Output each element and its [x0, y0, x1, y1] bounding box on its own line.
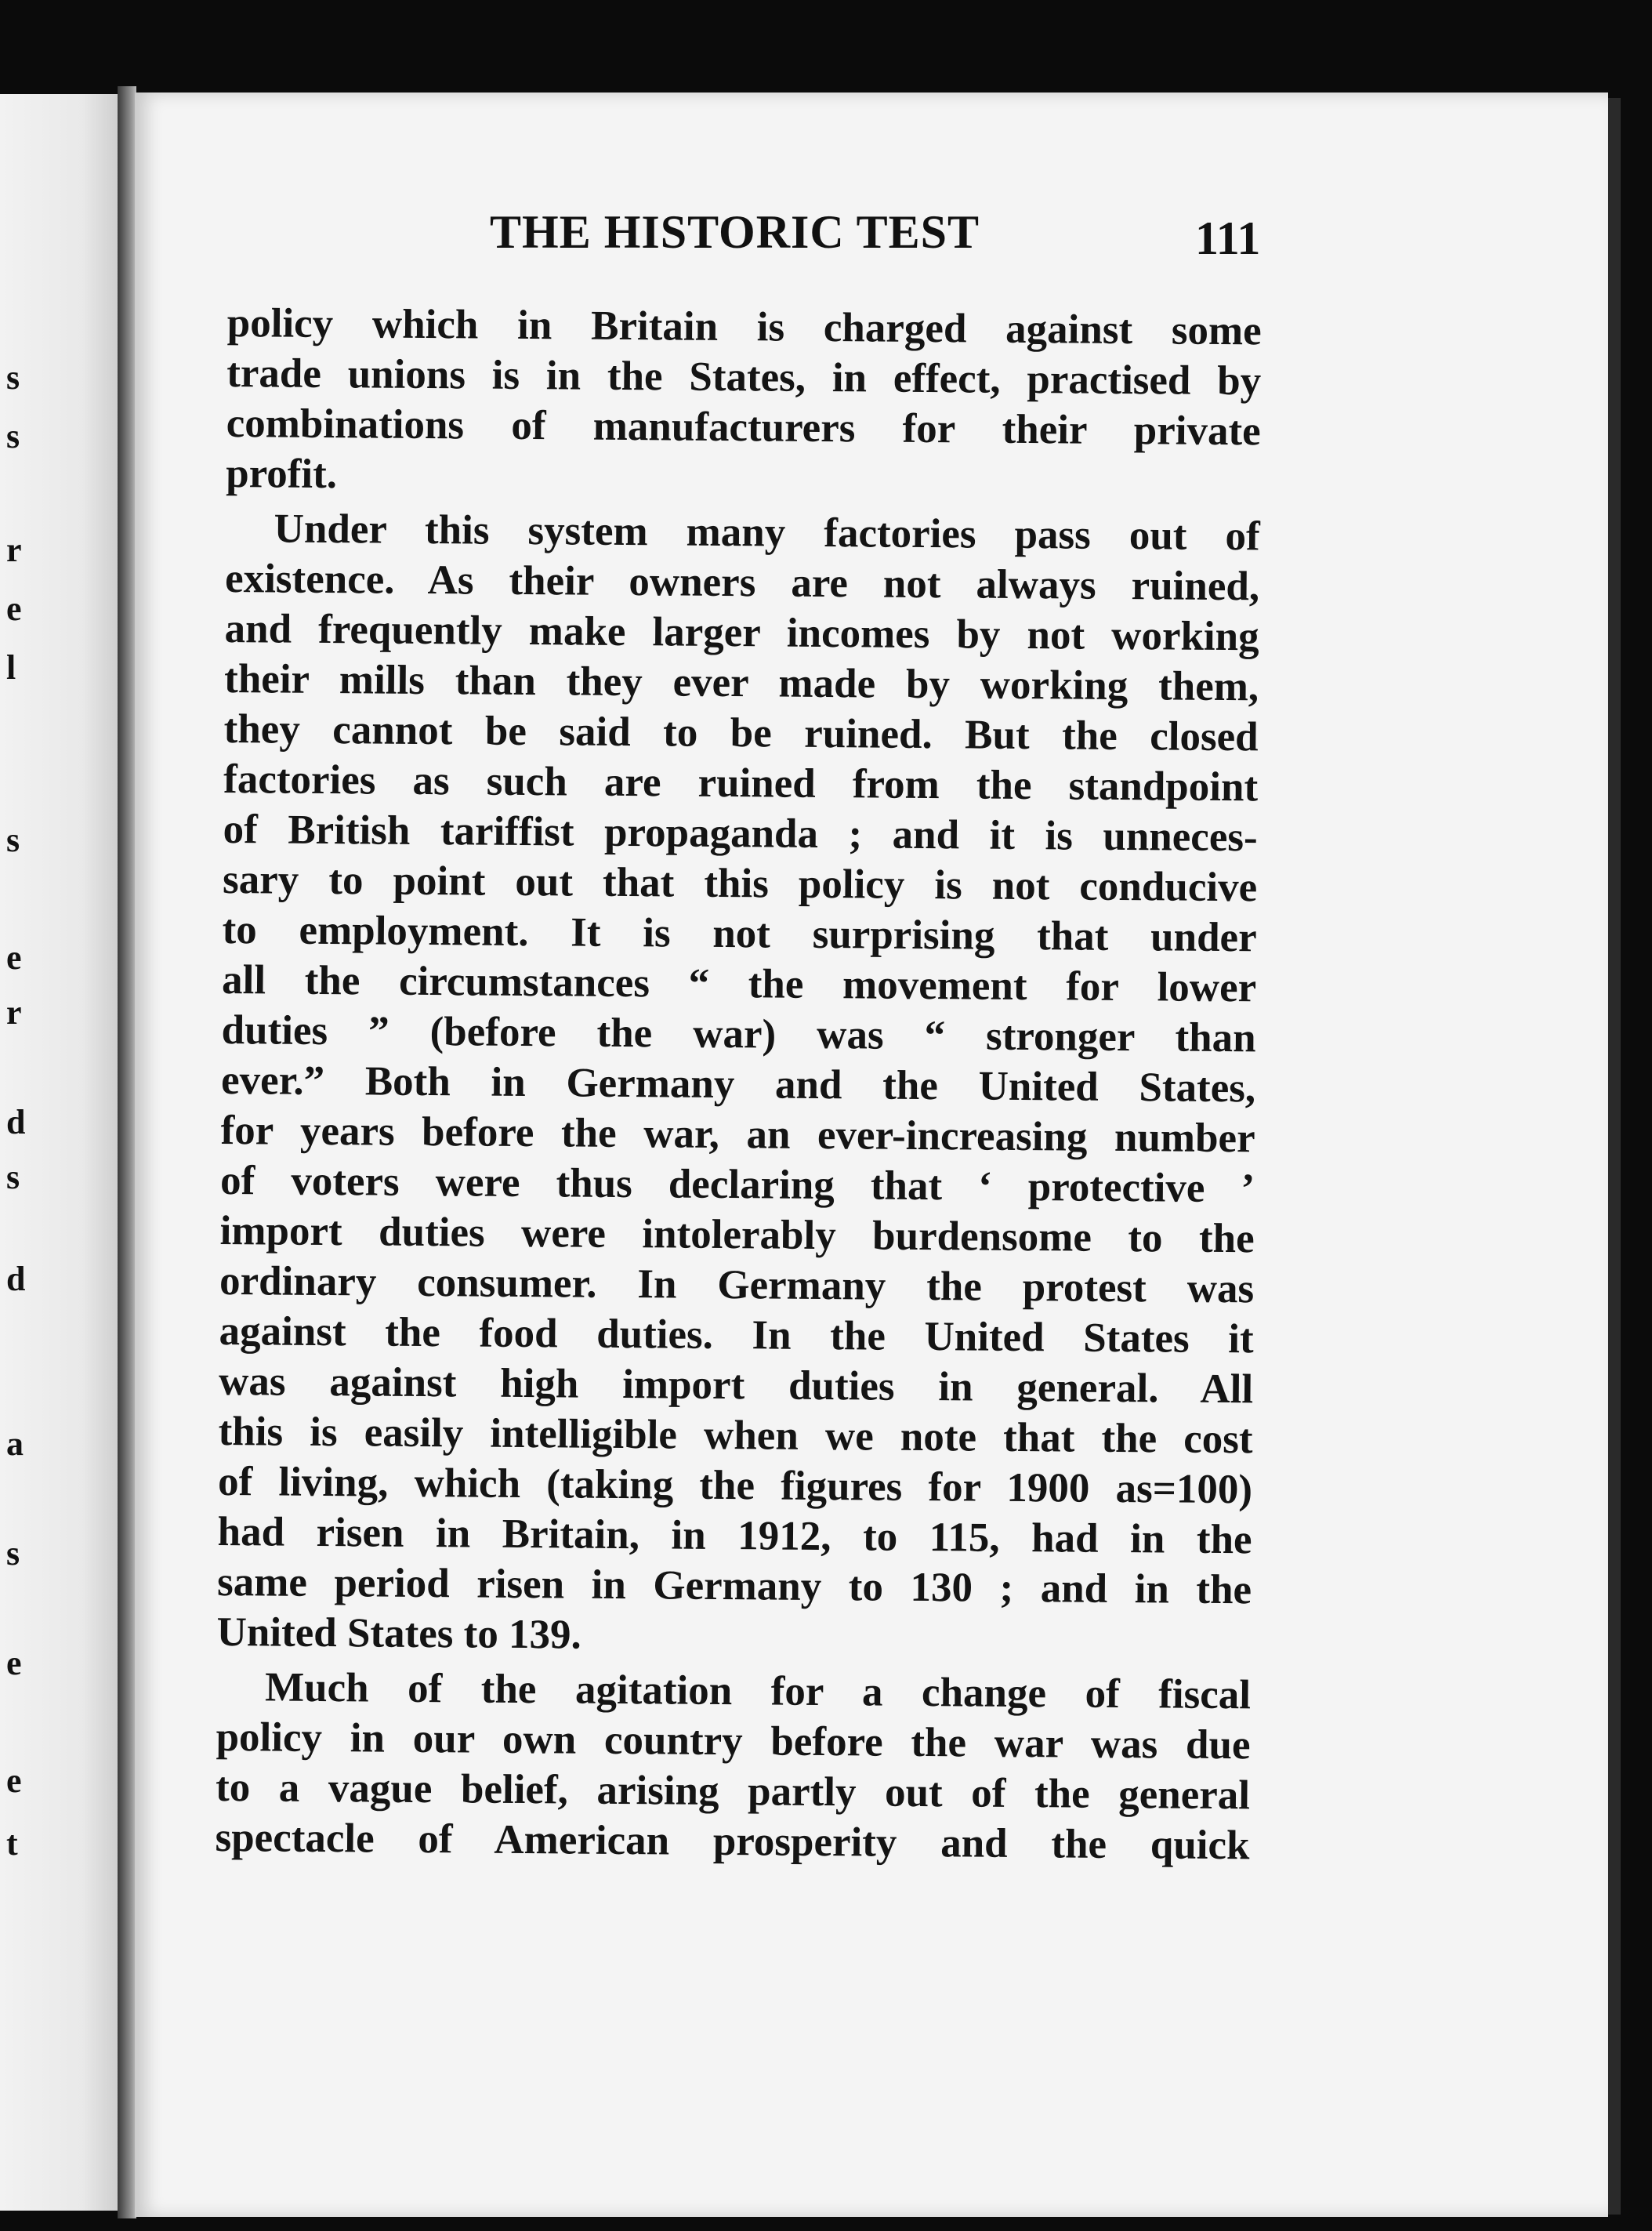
facing-page-letter: e: [6, 1644, 22, 1682]
facing-page-letter: e: [6, 938, 22, 977]
text-line: all the circumstances “ the movement for lower: [221, 956, 1257, 1011]
text-line: for years before the war, an ever-increasing number: [220, 1107, 1255, 1162]
text-line: and frequently make larger incomes by not working: [224, 605, 1259, 660]
facing-page-letter: r: [6, 531, 22, 569]
text-line: policy in our own country before the war was due: [216, 1714, 1251, 1768]
text-line: ever.” Both in Germany and the United States,: [220, 1057, 1256, 1112]
text-line: had risen in Britain, in 1912, to 115, had in the: [217, 1508, 1252, 1563]
text-line: sary to point out that this policy is not conducive: [222, 856, 1258, 911]
text-line: trade unions is in the States, in effect, practised by: [226, 350, 1262, 404]
text-line: policy which in Britain is charged against some: [226, 299, 1262, 354]
page-number: 111: [1195, 212, 1261, 264]
facing-page-letter: s: [6, 821, 20, 859]
text-line: this is easily intelligible when we note that the cost: [218, 1408, 1253, 1463]
facing-page: [0, 94, 118, 2211]
facing-page-letter: l: [6, 648, 16, 687]
facing-page-letter: e: [6, 1761, 22, 1800]
facing-page-letter: s: [6, 1158, 20, 1196]
text-line: factories as such are ruined from the standpoint: [223, 756, 1259, 811]
book-gutter: [118, 86, 136, 2218]
text-line: import duties were intolerably burdensome to the: [219, 1207, 1255, 1262]
text-line: same period risen in Germany to 130 ; and in the: [216, 1558, 1252, 1613]
facing-page-letter: d: [6, 1103, 26, 1141]
text-line: spectacle of American prosperity and the quick: [215, 1814, 1250, 1869]
text-line: Under this system many factories pass out of: [274, 506, 1260, 560]
facing-page-letter: r: [6, 993, 22, 1032]
text-line: to employment. It is not surprising that under: [222, 906, 1257, 961]
facing-page-letter: e: [6, 589, 22, 628]
text-line: profit.: [226, 450, 338, 498]
text-line: United States to 139.: [216, 1609, 582, 1658]
facing-page-letter: s: [6, 1534, 20, 1573]
text-line: Much of the agitation for a change of fiscal: [264, 1664, 1252, 1718]
facing-page-letter: d: [6, 1260, 26, 1298]
facing-page-letter: s: [6, 417, 20, 455]
facing-page-letter: t: [6, 1824, 18, 1863]
text-line: they cannot be said to be ruined. But the closed: [223, 706, 1259, 760]
page-edge: [1608, 98, 1621, 2215]
text-line: of voters were thus declaring that ‘ protective ’: [219, 1157, 1255, 1212]
text-line: existence. As their owners are not always ruined,: [224, 555, 1260, 610]
text-line: to a vague belief, arising partly out of the general: [215, 1764, 1251, 1819]
text-line: ordinary consumer. In Germany the protest was: [219, 1257, 1255, 1312]
text-line: combinations of manufacturers for their private: [226, 400, 1261, 455]
text-line: was against high import duties in general. All: [218, 1358, 1254, 1413]
text-line: of living, which (taking the figures for 1900 as=100): [217, 1458, 1253, 1513]
text-line: of British tariffist propaganda ; and it is unneces-: [223, 806, 1258, 861]
text-line: their mills than they ever made by working them,: [223, 655, 1259, 710]
text-line: against the food duties. In the United States it: [219, 1308, 1254, 1362]
running-head: THE HISTORIC TEST: [490, 206, 980, 258]
text-line: duties ” (before the war) was “ stronger than: [221, 1007, 1256, 1061]
facing-page-letter: s: [6, 358, 20, 397]
facing-page-letter: a: [6, 1424, 24, 1463]
